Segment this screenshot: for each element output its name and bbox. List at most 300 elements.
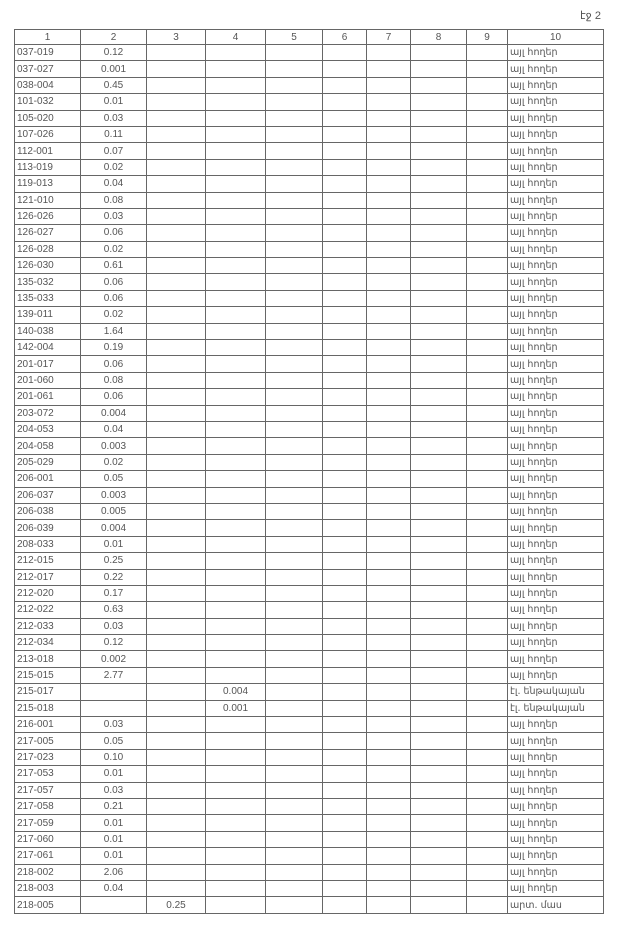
area-cell (147, 503, 206, 519)
area-cell (323, 864, 367, 880)
area-cell (411, 848, 467, 864)
table-row (15, 471, 604, 487)
table-row (15, 372, 604, 388)
area-cell (147, 208, 206, 224)
area-cell (323, 94, 367, 110)
parcel-code-cell: 217-057 (15, 782, 81, 798)
area-cell (147, 831, 206, 847)
area-cell (147, 438, 206, 454)
table-row (15, 831, 604, 847)
area-cell (467, 61, 508, 77)
area-cell (147, 766, 206, 782)
area-cell (147, 258, 206, 274)
area-cell (206, 290, 266, 306)
parcel-code-cell: 038-004 (15, 77, 81, 93)
parcel-code-cell: 037-027 (15, 61, 81, 77)
table-row (15, 782, 604, 798)
land-type-cell: այլ հողեր (508, 143, 604, 159)
table-row (15, 651, 604, 667)
area-cell (206, 667, 266, 683)
land-type-cell: այլ հողեր (508, 208, 604, 224)
area-cell (266, 700, 323, 716)
area-cell (81, 700, 147, 716)
area-cell (367, 110, 411, 126)
area-cell (411, 225, 467, 241)
area-cell: 0.004 (81, 405, 147, 421)
table-row (15, 766, 604, 782)
area-cell (411, 356, 467, 372)
land-type-cell: արտ. մաս (508, 897, 604, 913)
area-cell (467, 192, 508, 208)
parcel-code-cell: 119-013 (15, 176, 81, 192)
area-cell (367, 143, 411, 159)
area-cell (266, 241, 323, 257)
parcel-code-cell: 140-038 (15, 323, 81, 339)
area-cell (467, 77, 508, 93)
area-cell (411, 667, 467, 683)
area-cell (323, 438, 367, 454)
area-cell (206, 421, 266, 437)
area-cell (147, 274, 206, 290)
area-cell (467, 389, 508, 405)
area-cell (266, 782, 323, 798)
area-cell (206, 94, 266, 110)
area-cell (467, 241, 508, 257)
area-cell: 0.01 (81, 766, 147, 782)
table-row (15, 553, 604, 569)
area-cell (367, 815, 411, 831)
table-row (15, 717, 604, 733)
area-cell (81, 897, 147, 913)
land-type-cell: այլ հողեր (508, 94, 604, 110)
area-cell (323, 585, 367, 601)
area-cell (206, 192, 266, 208)
area-cell (266, 635, 323, 651)
area-cell (467, 143, 508, 159)
area-cell (323, 340, 367, 356)
area-cell (411, 454, 467, 470)
area-cell: 0.04 (81, 421, 147, 437)
area-cell (411, 798, 467, 814)
table-row (15, 225, 604, 241)
area-cell (367, 864, 411, 880)
area-cell (367, 126, 411, 142)
area-cell (467, 471, 508, 487)
parcel-code-cell: 217-053 (15, 766, 81, 782)
area-cell (147, 143, 206, 159)
area-cell (206, 487, 266, 503)
table-row (15, 274, 604, 290)
area-cell (147, 110, 206, 126)
area-cell (323, 61, 367, 77)
area-cell (266, 553, 323, 569)
area-cell: 0.21 (81, 798, 147, 814)
area-cell (411, 520, 467, 536)
land-type-cell: այլ հողեր (508, 503, 604, 519)
area-cell (467, 176, 508, 192)
area-cell (467, 258, 508, 274)
area-cell (266, 126, 323, 142)
table-row (15, 340, 604, 356)
area-cell: 0.22 (81, 569, 147, 585)
table-row (15, 94, 604, 110)
area-cell (467, 766, 508, 782)
land-type-cell: այլ հողեր (508, 45, 604, 61)
header-row (15, 30, 604, 45)
area-cell (206, 880, 266, 896)
table-row (15, 635, 604, 651)
land-type-cell: այլ հողեր (508, 421, 604, 437)
area-cell (147, 782, 206, 798)
area-cell (367, 77, 411, 93)
area-cell (266, 536, 323, 552)
area-cell (367, 667, 411, 683)
area-cell (411, 897, 467, 913)
area-cell: 0.05 (81, 471, 147, 487)
area-cell (323, 553, 367, 569)
land-type-cell: էլ. ենթակայան (508, 700, 604, 716)
area-cell (467, 798, 508, 814)
area-cell (147, 733, 206, 749)
area-cell (206, 274, 266, 290)
area-cell (411, 372, 467, 388)
area-cell (266, 356, 323, 372)
area-cell (147, 536, 206, 552)
area-cell (367, 307, 411, 323)
area-cell (206, 815, 266, 831)
area-cell (206, 766, 266, 782)
column-header-2: 2 (81, 30, 147, 45)
area-cell (206, 503, 266, 519)
land-type-cell: այլ հողեր (508, 225, 604, 241)
area-cell: 2.06 (81, 864, 147, 880)
area-cell (266, 421, 323, 437)
area-cell (266, 454, 323, 470)
table-row (15, 487, 604, 503)
area-cell (147, 667, 206, 683)
area-cell (367, 536, 411, 552)
area-cell (206, 471, 266, 487)
area-cell (367, 782, 411, 798)
area-cell: 2.77 (81, 667, 147, 683)
area-cell: 0.25 (81, 553, 147, 569)
area-cell (367, 487, 411, 503)
land-type-cell: այլ հողեր (508, 733, 604, 749)
land-type-cell: այլ հողեր (508, 667, 604, 683)
area-cell (323, 602, 367, 618)
area-cell (266, 77, 323, 93)
area-cell (467, 831, 508, 847)
parcel-code-cell: 215-015 (15, 667, 81, 683)
area-cell (467, 864, 508, 880)
area-cell (206, 340, 266, 356)
parcel-code-cell: 201-060 (15, 372, 81, 388)
area-cell: 0.02 (81, 454, 147, 470)
area-cell (411, 159, 467, 175)
area-cell (367, 831, 411, 847)
area-cell: 0.12 (81, 635, 147, 651)
area-cell (367, 159, 411, 175)
area-cell (323, 208, 367, 224)
area-cell (323, 126, 367, 142)
land-type-cell: այլ հողեր (508, 553, 604, 569)
area-cell (367, 798, 411, 814)
area-cell (206, 241, 266, 257)
area-cell: 0.003 (81, 487, 147, 503)
area-cell (266, 749, 323, 765)
area-cell (266, 61, 323, 77)
area-cell (323, 421, 367, 437)
land-type-cell: այլ հողեր (508, 340, 604, 356)
table-row (15, 749, 604, 765)
area-cell (266, 192, 323, 208)
table-row (15, 798, 604, 814)
area-cell (323, 618, 367, 634)
area-cell (266, 290, 323, 306)
area-cell (206, 553, 266, 569)
area-cell (323, 651, 367, 667)
area-cell (367, 602, 411, 618)
area-cell (206, 848, 266, 864)
land-type-cell: այլ հողեր (508, 880, 604, 896)
area-cell (367, 585, 411, 601)
area-cell (411, 864, 467, 880)
area-cell (323, 290, 367, 306)
area-cell (411, 880, 467, 896)
area-cell (206, 733, 266, 749)
area-cell (206, 389, 266, 405)
area-cell (266, 176, 323, 192)
area-cell (411, 749, 467, 765)
area-cell (266, 520, 323, 536)
column-header-10: 10 (508, 30, 604, 45)
area-cell (467, 569, 508, 585)
column-header-1: 1 (15, 30, 81, 45)
area-cell (147, 684, 206, 700)
area-cell: 0.17 (81, 585, 147, 601)
area-cell (266, 307, 323, 323)
area-cell (323, 471, 367, 487)
parcel-code-cell: 212-034 (15, 635, 81, 651)
area-cell (206, 651, 266, 667)
area-cell (266, 143, 323, 159)
area-cell (467, 585, 508, 601)
area-cell (147, 717, 206, 733)
area-cell (266, 585, 323, 601)
area-cell (323, 258, 367, 274)
area-cell (467, 225, 508, 241)
area-cell (467, 323, 508, 339)
area-cell (206, 798, 266, 814)
area-cell (367, 880, 411, 896)
area-cell: 0.004 (206, 684, 266, 700)
table-row (15, 126, 604, 142)
area-cell (467, 684, 508, 700)
column-header-3: 3 (147, 30, 206, 45)
area-cell (323, 815, 367, 831)
area-cell (367, 897, 411, 913)
land-type-cell: այլ հողեր (508, 389, 604, 405)
parcel-code-cell: 201-017 (15, 356, 81, 372)
area-cell (266, 717, 323, 733)
land-type-cell: այլ հողեր (508, 241, 604, 257)
land-type-cell: այլ հողեր (508, 864, 604, 880)
area-cell (206, 602, 266, 618)
area-cell (467, 503, 508, 519)
area-cell (467, 290, 508, 306)
area-cell (206, 749, 266, 765)
area-cell (367, 274, 411, 290)
land-type-cell: այլ հողեր (508, 323, 604, 339)
area-cell (367, 323, 411, 339)
area-cell (266, 159, 323, 175)
area-cell (323, 848, 367, 864)
land-type-cell: այլ հողեր (508, 848, 604, 864)
area-cell (147, 94, 206, 110)
area-cell (266, 323, 323, 339)
area-cell (467, 536, 508, 552)
area-cell (266, 618, 323, 634)
area-cell (323, 487, 367, 503)
area-cell (467, 159, 508, 175)
area-cell (147, 126, 206, 142)
area-cell (147, 569, 206, 585)
area-cell (323, 520, 367, 536)
parcel-code-cell: 112-001 (15, 143, 81, 159)
area-cell (467, 274, 508, 290)
area-cell (323, 77, 367, 93)
parcel-code-cell: 135-032 (15, 274, 81, 290)
area-cell (147, 61, 206, 77)
table-row (15, 503, 604, 519)
table-row (15, 192, 604, 208)
area-cell (467, 340, 508, 356)
area-cell: 0.02 (81, 159, 147, 175)
area-cell (411, 421, 467, 437)
table-row (15, 77, 604, 93)
area-cell: 0.06 (81, 274, 147, 290)
area-cell (367, 553, 411, 569)
parcel-code-cell: 216-001 (15, 717, 81, 733)
parcel-code-cell: 218-005 (15, 897, 81, 913)
area-cell (266, 798, 323, 814)
area-cell (206, 717, 266, 733)
area-cell (411, 192, 467, 208)
column-header-9: 9 (467, 30, 508, 45)
area-cell (411, 635, 467, 651)
parcel-code-cell: 213-018 (15, 651, 81, 667)
land-type-cell: այլ հողեր (508, 307, 604, 323)
area-cell (206, 454, 266, 470)
land-type-cell: այլ հողեր (508, 61, 604, 77)
parcel-code-cell: 212-020 (15, 585, 81, 601)
area-cell (467, 880, 508, 896)
table-row (15, 290, 604, 306)
parcel-code-cell: 212-022 (15, 602, 81, 618)
area-cell (367, 733, 411, 749)
area-cell (147, 389, 206, 405)
parcel-code-cell: 206-001 (15, 471, 81, 487)
area-cell (266, 389, 323, 405)
area-cell (323, 356, 367, 372)
land-type-cell: այլ հողեր (508, 356, 604, 372)
area-cell (323, 717, 367, 733)
parcel-code-cell: 037-019 (15, 45, 81, 61)
parcel-code-cell: 105-020 (15, 110, 81, 126)
table-row (15, 880, 604, 896)
area-cell: 0.01 (81, 815, 147, 831)
area-cell (467, 651, 508, 667)
area-cell (367, 717, 411, 733)
area-cell (147, 405, 206, 421)
area-cell (323, 700, 367, 716)
area-cell (467, 421, 508, 437)
area-cell (206, 45, 266, 61)
area-cell (266, 733, 323, 749)
area-cell (266, 815, 323, 831)
area-cell (411, 77, 467, 93)
area-cell (266, 45, 323, 61)
area-cell: 0.001 (81, 61, 147, 77)
area-cell (411, 487, 467, 503)
area-cell (411, 274, 467, 290)
table-row (15, 110, 604, 126)
land-type-cell: այլ հողեր (508, 635, 604, 651)
area-cell (367, 176, 411, 192)
land-type-cell: այլ հողեր (508, 717, 604, 733)
area-cell (147, 454, 206, 470)
area-cell (147, 864, 206, 880)
area-cell (467, 635, 508, 651)
land-type-cell: էլ. ենթակայան (508, 684, 604, 700)
area-cell (467, 667, 508, 683)
area-cell (266, 569, 323, 585)
area-cell: 0.10 (81, 749, 147, 765)
area-cell (147, 290, 206, 306)
area-cell: 0.08 (81, 192, 147, 208)
area-cell (367, 766, 411, 782)
area-cell: 0.06 (81, 389, 147, 405)
area-cell (323, 635, 367, 651)
area-cell (467, 438, 508, 454)
area-cell (206, 569, 266, 585)
parcel-code-cell: 206-037 (15, 487, 81, 503)
area-cell (411, 241, 467, 257)
area-cell (367, 258, 411, 274)
parcel-code-cell: 205-029 (15, 454, 81, 470)
parcel-code-cell: 212-015 (15, 553, 81, 569)
area-cell (323, 225, 367, 241)
area-cell (266, 831, 323, 847)
area-cell (147, 700, 206, 716)
area-cell (323, 389, 367, 405)
area-cell: 0.03 (81, 782, 147, 798)
area-cell (206, 831, 266, 847)
area-cell (367, 635, 411, 651)
parcel-code-cell: 217-059 (15, 815, 81, 831)
area-cell (467, 110, 508, 126)
area-cell (206, 159, 266, 175)
area-cell (467, 405, 508, 421)
area-cell (367, 389, 411, 405)
area-cell (467, 618, 508, 634)
area-cell (266, 880, 323, 896)
area-cell (411, 700, 467, 716)
area-cell: 0.06 (81, 356, 147, 372)
table-row (15, 307, 604, 323)
area-cell (367, 405, 411, 421)
area-cell (367, 471, 411, 487)
